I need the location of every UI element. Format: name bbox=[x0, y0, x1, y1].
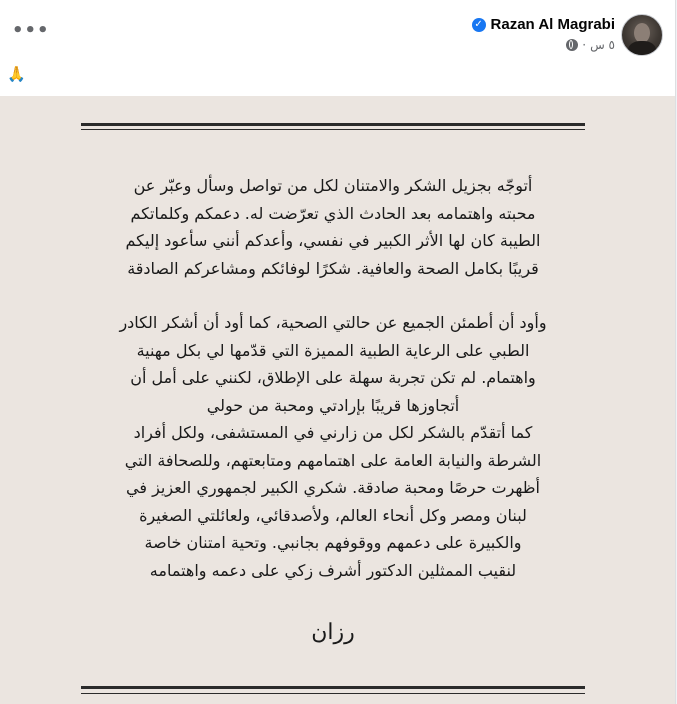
letter-line: كما أتقدّم بالشكر لكل من زارني في المستشفى، ولكل أفراد bbox=[133, 423, 533, 442]
letter-line: الطيبة كان لها الأثر الكبير في نفسي، وأعدكم أنني سأعود إليكم bbox=[125, 231, 541, 250]
letter-text bbox=[84, 172, 582, 584]
post-header bbox=[0, 0, 675, 95]
letter-line: محبته واهتمامه بعد الحادث الذي تعرّضت له. دعمكم وكلماتكم bbox=[130, 203, 536, 223]
letter-line: لنقيب الممثلين الدكتور أشرف زكي على دعمه واهتمامه bbox=[149, 560, 517, 580]
top-rule-thick bbox=[81, 123, 585, 126]
letter-line: الشرطة والنيابة العامة على اهتمامهم ومتابعتهم، وللصحافة التي bbox=[124, 450, 542, 470]
globe-icon[interactable] bbox=[566, 39, 578, 51]
post-meta bbox=[566, 38, 615, 52]
author-name[interactable]: Razan Al Magrabi bbox=[490, 16, 615, 33]
letter-line: أظهرت حرصًا ومحبة صادقة. شكري الكبير لجمهوري العزيز في bbox=[126, 478, 540, 497]
meta-separator: · bbox=[582, 38, 587, 52]
bottom-rule-thick bbox=[81, 686, 585, 689]
author-row bbox=[472, 16, 615, 33]
letter-line: لبنان ومصر وكل أنحاء العالم، ولأصدقائي، ولعائلتي الصغيرة bbox=[139, 505, 527, 525]
post-time[interactable]: ٥ س bbox=[590, 38, 615, 52]
post-image[interactable] bbox=[0, 96, 675, 704]
verified-badge-icon: ✓ bbox=[472, 18, 486, 32]
letter-line: وأود أن أطمئن الجميع عن حالتي الصحية، كما أود أن أشكر الكادر bbox=[119, 313, 547, 332]
letter-line: واهتمام. لم تكن تجربة سهلة على الإطلاق، لكنني على أمل أن bbox=[130, 368, 536, 387]
letter-line: الطبي على الرعاية الطبية المميزة التي قدّمها لي بكل مهنية bbox=[136, 340, 530, 360]
letter-line: قريبًا بكامل الصحة والعافية. شكرًا لوفائكم ومشاعركم الصادقة bbox=[127, 258, 539, 278]
bottom-rule-thin bbox=[81, 693, 585, 694]
top-rule-thin bbox=[81, 129, 585, 130]
post-caption: 🙏 bbox=[7, 65, 26, 83]
signature: رزان bbox=[311, 620, 355, 645]
avatar[interactable] bbox=[621, 14, 663, 56]
letter-line: والكبيرة على دعمهم ووقوفهم بجانبي. وتحية امتنان خاصة bbox=[144, 533, 522, 552]
letter-line: أتوجّه بجزيل الشكر والامتنان لكل من تواصل وسأل وعبّر عن bbox=[133, 176, 533, 195]
letter-line: أتجاوزها قريبًا بإرادتي ومحبة من حولي bbox=[206, 395, 460, 415]
more-options-icon[interactable]: ••• bbox=[12, 20, 50, 41]
